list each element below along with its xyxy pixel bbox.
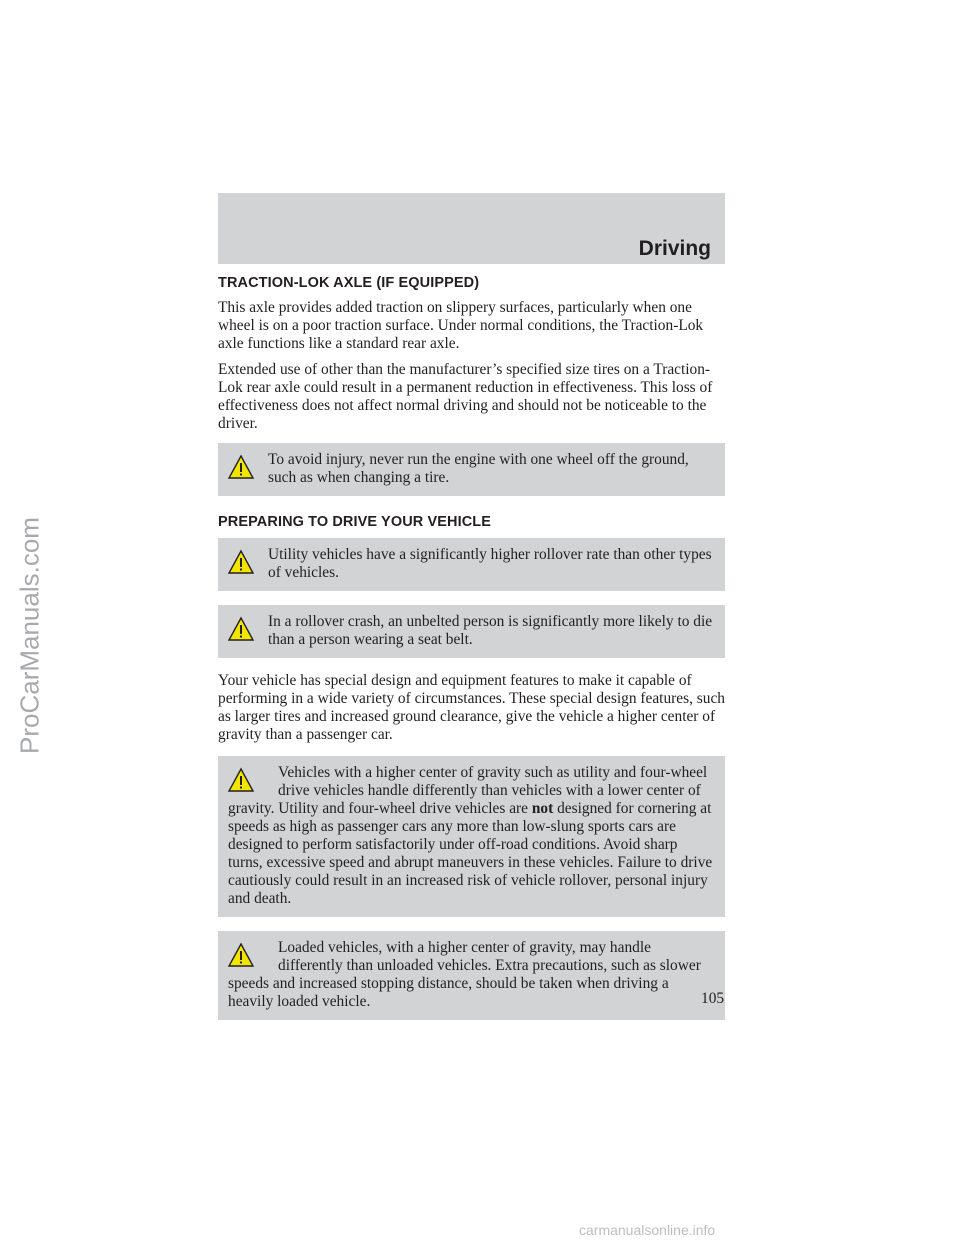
warning-box: [218, 756, 725, 917]
page-number: 105: [701, 990, 725, 1007]
main-content: [218, 275, 725, 1034]
traction-lok-heading: TRACTION-LOK AXLE (IF EQUIPPED): [218, 275, 480, 291]
side-watermark: [0, 0, 45, 1242]
warning-triangle-icon: [228, 617, 254, 641]
warning-box: [218, 538, 725, 591]
warning-triangle-icon: [228, 550, 254, 574]
warning-box: [218, 605, 725, 658]
section-header-bar: [218, 193, 725, 264]
warning-triangle-icon: [228, 943, 254, 967]
warning-text: Utility vehicles have a significantly higher rollover rate than other types of vehicles.: [268, 546, 712, 581]
warning-triangle-icon: [228, 768, 254, 792]
traction-paragraph-1: This axle provides added traction on slippery surfaces, particularly when one wheel is on a poor traction surface. Under normal conditions, the Traction-Lok axle functions like a standard rear axle.: [218, 299, 704, 352]
warning-box: [218, 931, 725, 1020]
emphasis-not: not: [531, 800, 554, 817]
preparing-paragraph: Your vehicle has special design and equipment features to make it capable of performing in a wide variety of circumstances. These special design features, such as larger tires and increased ground clearance, give the vehicle a higher center of gravity than a passenger car.: [218, 672, 725, 743]
warning-triangle-icon: [228, 455, 254, 479]
warning-text: Loaded vehicles, with a higher center of gravity, may handle differently than unloaded vehicles. Extra precautions, such as slower speeds and increased stopping distance, should be taken when driving a heavily loaded vehicle.: [228, 939, 701, 1010]
preparing-heading: PREPARING TO DRIVE YOUR VEHICLE: [218, 514, 492, 530]
side-watermark-text: ProCarManuals.com: [14, 517, 45, 754]
page-title: Driving: [638, 237, 711, 260]
traction-paragraph-2: Extended use of other than the manufacturer’s specified size tires on a Traction-Lok rear axle could result in a permanent reduction in effectiveness. This loss of effectiveness does not affect normal driving and should not be noticeable to the driver.: [218, 361, 713, 432]
footer-watermark: carmanualsonline.info: [579, 1222, 716, 1238]
warning-text: In a rollover crash, an unbelted person is significantly more likely to die than a person wearing a seat belt.: [268, 613, 713, 648]
warning-text: To avoid injury, never run the engine with one wheel off the ground, such as when changing a tire.: [268, 451, 689, 486]
warning-box: [218, 443, 725, 496]
warning-text: Vehicles with a higher center of gravity such as utility and four-wheel drive vehicles handle differently than vehicles with a lower center of gravity. Utility and four-wheel drive vehicles are not designed for cornering at speeds as high as passenger cars any more than low-slung sports cars are designed to perform satisfactorily under off-road conditions. Avoid sharp turns, excessive speed and abrupt maneuvers in these vehicles. Failure to drive cautiously could result in an increased risk of vehicle rollover, personal injury and death.: [228, 764, 713, 907]
